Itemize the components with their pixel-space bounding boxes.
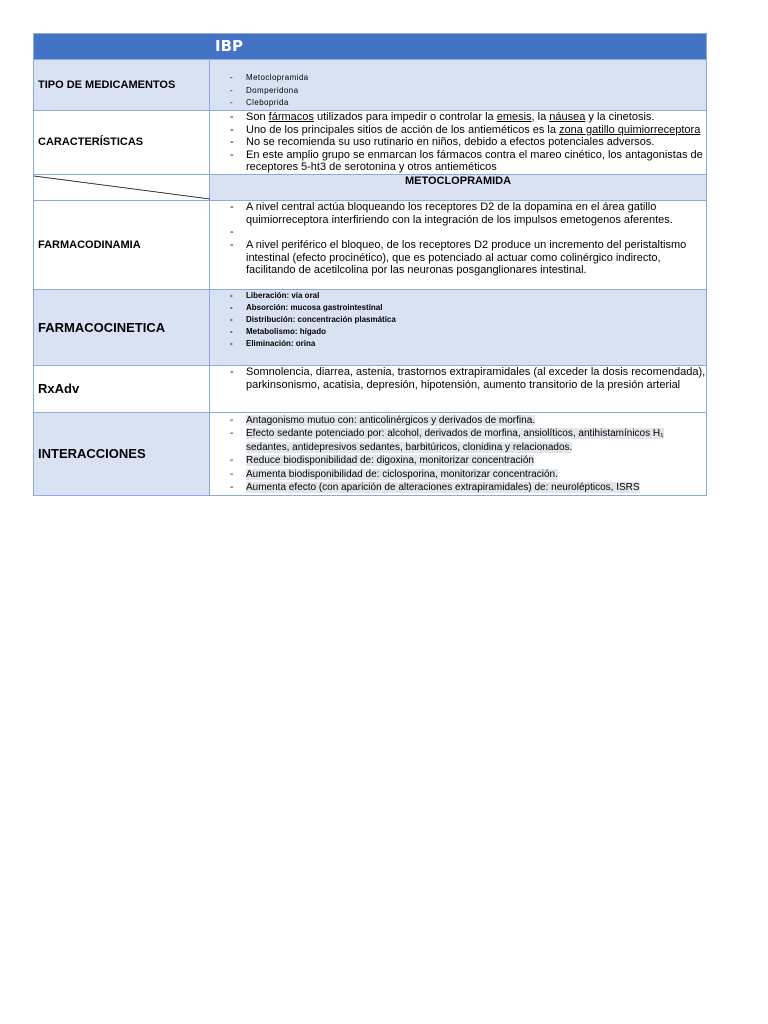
row-interacciones (34, 412, 707, 495)
link-nausea[interactable]: náusea (549, 111, 586, 123)
spacer (210, 226, 706, 239)
content-farmacocinetica (210, 289, 707, 365)
list-item: - A nivel periférico el bloqueo, de los receptores D2 produce un incremento del peristaltismo intestinal (efecto procinético), que es potenciado al actuar como colinérgico indirecto, facilitando de acetilcolina por las neuronas posganglionares intestinal. (210, 239, 706, 277)
list-interacciones (210, 413, 706, 494)
list-farmacocinetica (210, 290, 706, 350)
list-farmacodinamia (210, 201, 706, 277)
title-row (34, 34, 707, 60)
diagonal-line (34, 175, 210, 200)
list-item: - Absorción: mucosa gastrointestinal (210, 302, 706, 314)
diagonal-cell (34, 174, 210, 200)
label-caracteristicas: CARACTERÍSTICAS (34, 111, 210, 175)
list-item: - Reduce biodisponibilidad de: digoxina, monitorizar concentración (210, 454, 706, 467)
row-caracteristicas (34, 111, 707, 175)
list-item: - Metabolismo: hígado (210, 326, 706, 338)
list-item: - Uno de los principales sitios de acción de los antieméticos es la zona gatillo quimiorreceptora (210, 124, 706, 137)
list-caracteristicas (210, 111, 706, 174)
list-tipo (210, 60, 706, 110)
link-zona-gatillo[interactable]: zona gatillo quimiorreceptora (559, 123, 701, 136)
content-rxadv (210, 365, 707, 412)
row-farmacocinetica (34, 289, 707, 365)
list-item: - Cleboprida (210, 97, 706, 110)
subheader-metoclopramida: METOCLOPRAMIDA (210, 174, 707, 200)
content-tipo (210, 60, 707, 111)
list-item: - Domperidona (210, 85, 706, 98)
link-emesis[interactable]: emesis (496, 111, 532, 123)
list-item: - A nivel central actúa bloqueando los receptores D2 de la dopamina en el área gatillo quimiorreceptora interfiriendo con la integración de los impulsos emetogenos aferentes. (210, 201, 706, 226)
list-item: - Son fármacos utilizados para impedir o controlar la emesis, la náusea y la cinetosis. (210, 111, 706, 124)
list-item: - Antagonismo mutuo con: anticolinérgicos y derivados de morfina. (210, 414, 706, 427)
title-cell (34, 34, 707, 60)
row-subheader (34, 174, 707, 200)
row-tipo (34, 60, 707, 111)
list-rxadv (210, 366, 706, 391)
link-farmacos[interactable]: fármacos (268, 111, 314, 123)
list-item: - Eliminación: orina (210, 338, 706, 350)
list-item: - No se recomienda su uso rutinario en niños, debido a efectos potenciales adversos. (210, 136, 706, 149)
content-caracteristicas (210, 111, 707, 175)
label-interacciones: INTERACCIONES (34, 412, 210, 495)
content-interacciones (210, 412, 707, 495)
content-farmacodinamia (210, 200, 707, 289)
list-item: - En este amplio grupo se enmarcan los fármacos contra el mareo cinético, los antagonistas de receptores 5-ht3 de serotonina y otros antieméticos (210, 149, 706, 174)
label-rxadv: RxAdv (34, 365, 210, 412)
row-farmacodinamia (34, 200, 707, 289)
label-tipo: TIPO DE MEDICAMENTOS (34, 60, 210, 111)
row-rxadv (34, 365, 707, 412)
label-farmacocinetica: FARMACOCINETICA (34, 289, 210, 365)
list-item: - Aumenta efecto (con aparición de alteraciones extrapiramidales) de: neurolépticos, ISRS (210, 481, 706, 494)
list-item: - Liberación: vía oral (210, 290, 706, 302)
list-item: - Metoclopramida (210, 72, 706, 85)
list-item: - Somnolencia, diarrea, astenia, trastornos extrapiramidales (al exceder la dosis recomendada), parkinsonismo, acatisia, depresión, hipotensión, aumento transitorio de la presión arterial (210, 366, 706, 391)
medication-table (33, 33, 707, 496)
list-item: - Aumenta biodisponibilidad de: ciclosporina, monitorizar concentración. (210, 468, 706, 481)
label-farmacodinamia: FARMACODINAMIA (34, 200, 210, 289)
list-item: - Efecto sedante potenciado por: alcohol, derivados de morfina, ansiolíticos, antihistamínicos H₁ sedantes, antidepresivos sedantes, barbitúricos, clonidina y relacionados. (210, 427, 706, 454)
table-title: IBP (215, 37, 244, 55)
list-item: - Distribución: concentración plasmática (210, 314, 706, 326)
